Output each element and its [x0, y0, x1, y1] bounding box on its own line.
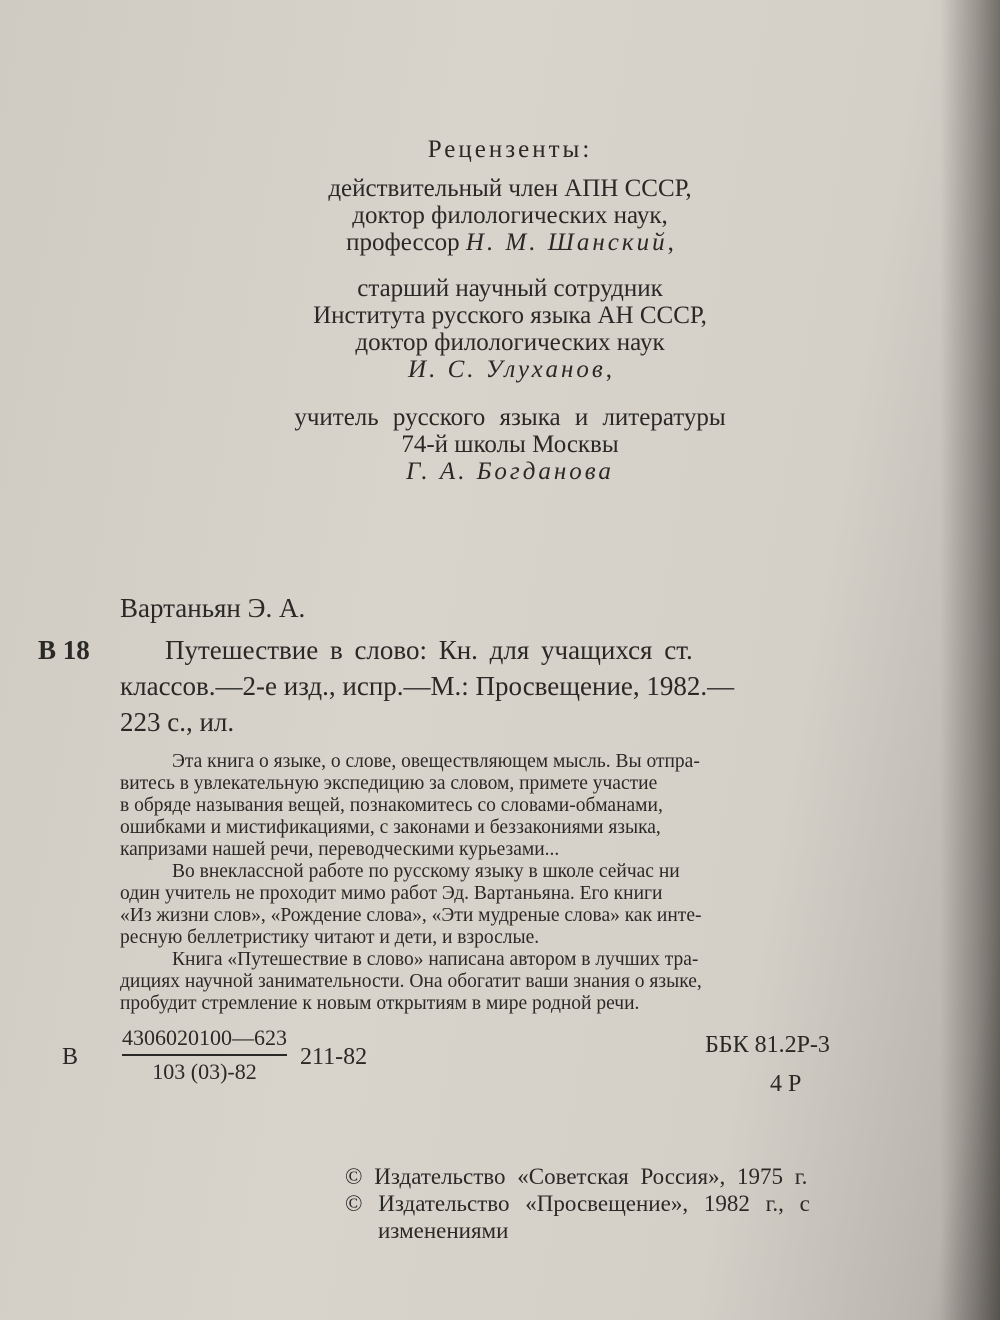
page-edge-shadow — [940, 0, 1000, 1320]
reviewers-heading: Рецензенты: — [427, 136, 593, 163]
annotation-line: в обряде называния вещей, познакомитесь со словами-обманами, — [120, 795, 663, 816]
reviewer-1-line-1: действительный член АПН СССР, — [328, 175, 692, 202]
reviewer-3-line-1: учитель русского языка и литературы — [294, 404, 726, 431]
biblio-title-line-1: Путешествие в слово: Кн. для учащихся ст. — [165, 635, 693, 665]
annotation-line: Во внеклассной работе по русскому языку в школе сейчас ни — [172, 861, 680, 882]
annotation-line: Эта книга о языке, о слове, овеществляющем мысль. Вы отпра- — [172, 751, 700, 772]
biblio-code: В 18 — [38, 635, 90, 665]
reviewer-2-line-2: Института русского языка АН СССР, — [313, 302, 707, 329]
annotation-line: капризами нашей речи, переводческими курьезами... — [120, 839, 560, 860]
class-denominator: 103 (03)-82 — [152, 1059, 257, 1084]
annotation-line: ошибками и мистификациями, с законами и беззакониями языка, — [120, 817, 661, 838]
class-number: 211-82 — [300, 1044, 368, 1070]
reviewer-3-line-2: 74-й школы Москвы — [401, 431, 619, 458]
annotation-line: пробудит стремление к новым открытиям в мире родной речи. — [120, 993, 640, 1014]
annotation-line: один учитель не проходит мимо работ Эд. Вартаньяна. Его книги — [120, 883, 663, 904]
reviewer-2-line-4 — [200, 357, 820, 382]
reviewer-1-name: Н. М. Шанский — [465, 229, 668, 256]
class-letter: В — [62, 1044, 79, 1070]
annotation-line: дициях научной занимательности. Она обогатит ваши знания о языке, — [120, 971, 702, 992]
reviewer-1-line-3 — [200, 230, 820, 255]
reviewer-3-name: Г. А. Богданова — [406, 458, 614, 485]
bbk-line-2: 4 Р — [770, 1071, 802, 1097]
reviewer-2-name: И. С. Улуханов — [408, 356, 606, 383]
annotation-line: Книга «Путешествие в слово» написана автором в лучших тра- — [172, 949, 699, 970]
class-fraction — [122, 1025, 287, 1085]
annotation-line: ресную беллетристику читают и дети, и взрослые. — [120, 927, 540, 948]
reviewer-2-punct: , — [605, 356, 612, 383]
copyright-line-1: © Издательство «Советская Россия», 1975 г. — [345, 1164, 808, 1189]
reviewer-1-punct: , — [667, 229, 674, 256]
biblio-title-line-2: классов.—2-е изд., испр.—М.: Просвещение, 1982.— — [120, 671, 735, 701]
biblio-title-line-3: 223 с., ил. — [120, 707, 235, 737]
reviewer-2-line-1: старший научный сотрудник — [357, 275, 663, 302]
annotation-line: витесь в увлекательную экспедицию за словом, примете участие — [120, 773, 658, 794]
biblio-author: Вартаньян Э. А. — [120, 593, 306, 623]
bbk-line-1: ББК 81.2Р-3 — [705, 1032, 830, 1058]
reviewer-2-line-3: доктор филологических наук — [355, 329, 665, 356]
reviewer-1-line-2: доктор филологических наук, — [352, 202, 668, 229]
reviewer-1-title: профессор — [346, 229, 466, 256]
class-numerator: 4306020100—623 — [122, 1025, 287, 1056]
annotation-line: «Из жизни слов», «Рождение слова», «Эти мудреные слова» как инте- — [120, 905, 702, 926]
copyright-line-2: © Издательство «Просвещение», 1982 г., с — [345, 1191, 810, 1216]
copyright-line-3: изменениями — [378, 1218, 509, 1243]
